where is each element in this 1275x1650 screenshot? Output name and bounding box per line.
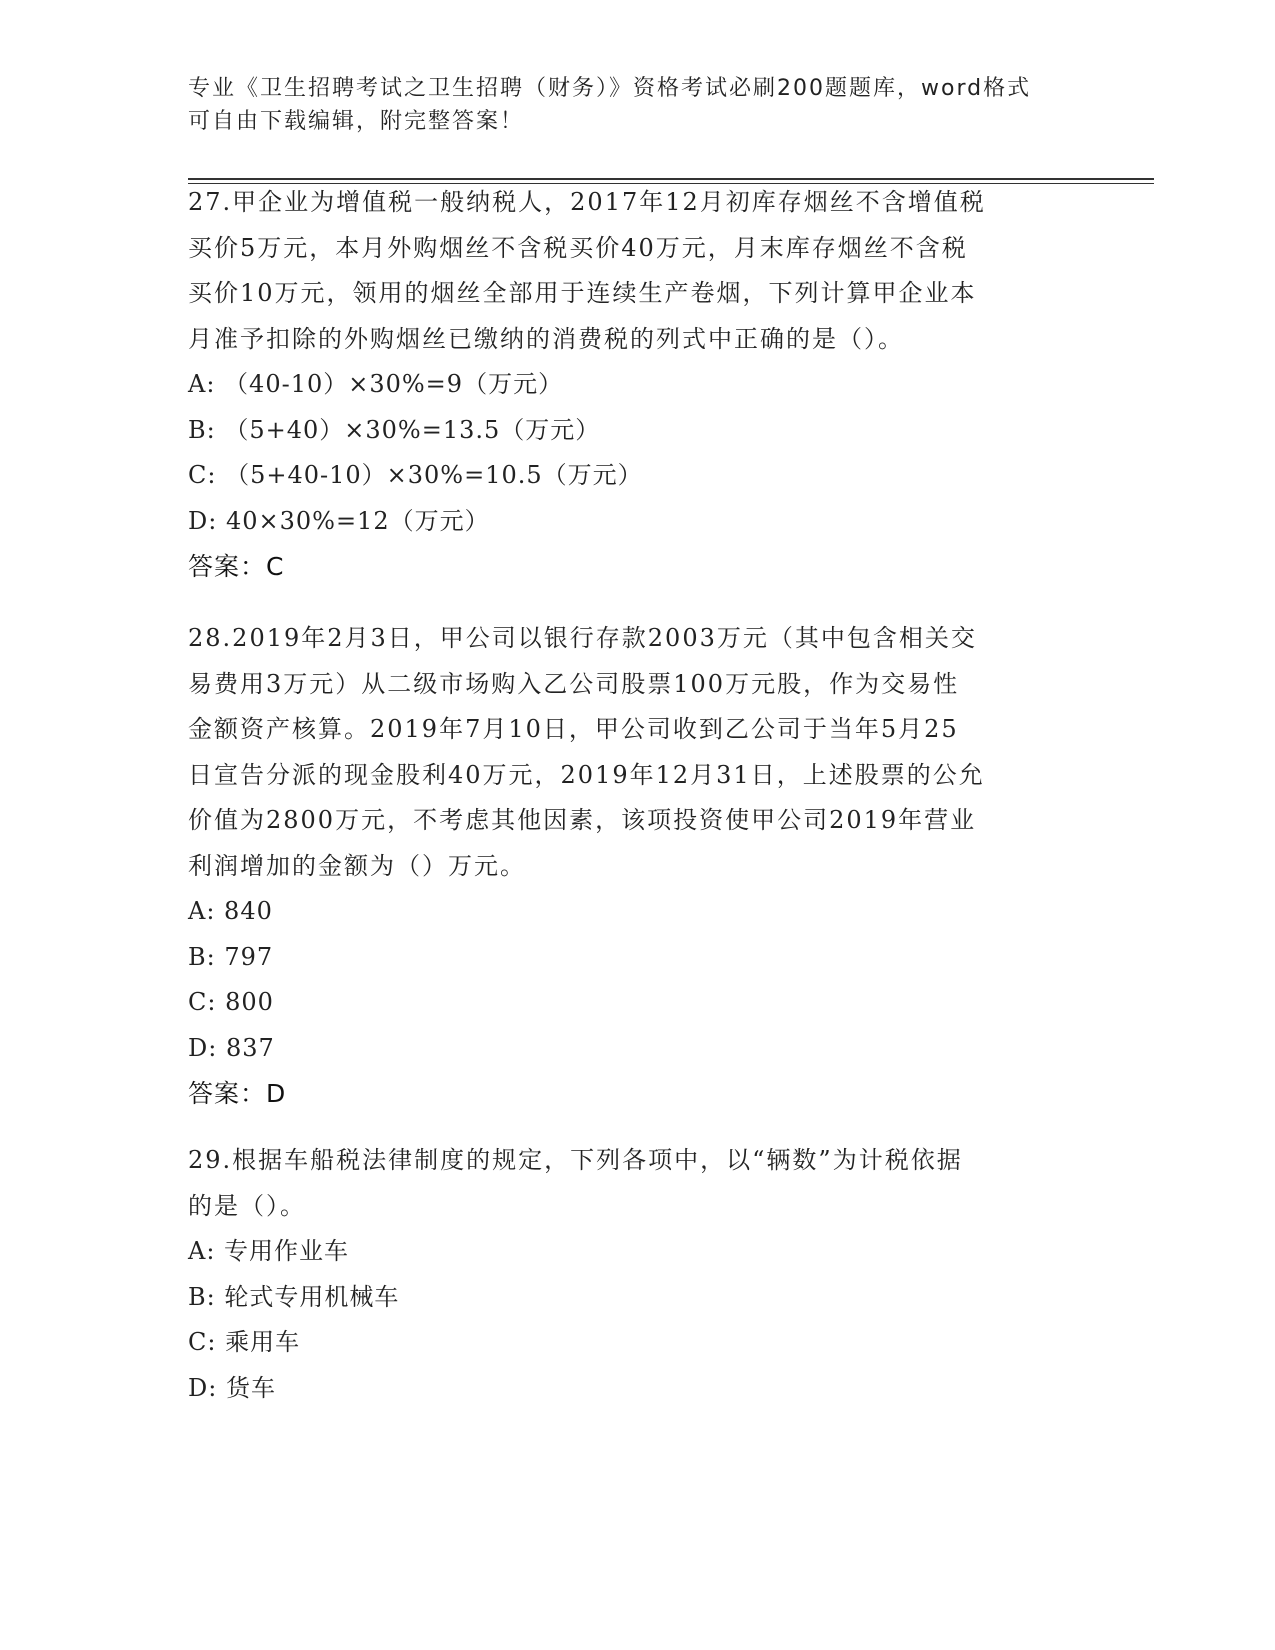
question-text-line: 价值为2800万元，不考虑其他因素，该项投资使甲公司2019年营业 bbox=[188, 806, 977, 834]
header-line: 可自由下载编辑，附完整答案！ bbox=[188, 109, 525, 134]
question-28 bbox=[188, 616, 1088, 1117]
option-b: B: （5+40）×30%=13.5（万元） bbox=[188, 415, 601, 444]
question-text-line: 利润增加的金额为（）万元。 bbox=[188, 851, 526, 880]
question-text-line: 金额资产核算。2019年7月10日，甲公司收到乙公司于当年5月25 bbox=[188, 715, 959, 743]
option-c: C: 乘用车 bbox=[188, 1328, 301, 1356]
question-text-line: 27.甲企业为增值税一般纳税人，2017年12月初库存烟丝不含增值税 bbox=[188, 188, 986, 216]
question-text-line: 买价5万元，本月外购烟丝不含税买价40万元，月末库存烟丝不含税 bbox=[188, 233, 968, 262]
option-b: B: 轮式专用机械车 bbox=[188, 1282, 400, 1311]
question-text-line: 易费用3万元）从二级市场购入乙公司股票100万元股，作为交易性 bbox=[188, 669, 960, 698]
question-29 bbox=[188, 1138, 1088, 1411]
option-a: A: 专用作业车 bbox=[188, 1237, 350, 1265]
answer-label: 答案：D bbox=[188, 1079, 287, 1108]
question-text-line: 日宣告分派的现金股利40万元，2019年12月31日，上述股票的公允 bbox=[188, 760, 985, 789]
header-line: 专业《卫生招聘考试之卫生招聘（财务）》资格考试必刷200题题库，word格式 bbox=[188, 76, 1032, 101]
option-b: B: 797 bbox=[188, 942, 274, 971]
option-d: D: 40×30%=12（万元） bbox=[188, 506, 490, 535]
question-text-line: 28.2019年2月3日，甲公司以银行存款2003万元（其中包含相关交 bbox=[188, 624, 977, 652]
question-text-line: 29.根据车船税法律制度的规定，下列各项中，以“辆数”为计税依据 bbox=[188, 1146, 963, 1174]
question-text-line: 月准予扣除的外购烟丝已缴纳的消费税的列式中正确的是（）。 bbox=[188, 324, 904, 353]
question-text-line: 的是（）。 bbox=[188, 1191, 306, 1220]
question-text-line: 买价10万元，领用的烟丝全部用于连续生产卷烟，下列计算甲企业本 bbox=[188, 279, 977, 307]
document-header bbox=[188, 72, 1088, 138]
option-d: D: 货车 bbox=[188, 1373, 276, 1402]
option-d: D: 837 bbox=[188, 1033, 275, 1062]
answer-label: 答案：C bbox=[188, 552, 285, 581]
question-27 bbox=[188, 180, 1088, 590]
option-c: C: 800 bbox=[188, 988, 274, 1016]
option-a: A: （40-10）×30%=9（万元） bbox=[188, 370, 564, 398]
option-a: A: 840 bbox=[188, 897, 273, 925]
option-c: C: （5+40-10）×30%=10.5（万元） bbox=[188, 461, 643, 489]
